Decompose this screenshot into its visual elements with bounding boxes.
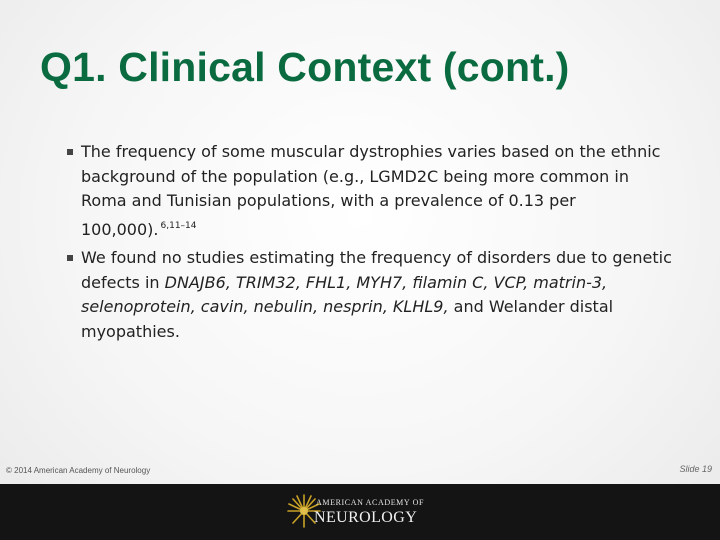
copyright-notice: © 2014 American Academy of Neurology bbox=[6, 466, 151, 475]
myopathy-gene-list: DNAJB6, TRIM32, FHL1, MYH7, filamin C, VCP, matrin-3, selenoprotein, cavin, nebulin, nesprin, KLHL9, bbox=[81, 272, 608, 316]
slide-title: Q1. Clinical Context (cont.) bbox=[40, 44, 570, 90]
logo-line-1: AMERICAN ACADEMY OF bbox=[316, 498, 425, 507]
bullet-item bbox=[64, 246, 674, 344]
bullet-text-part: and Welander distal myopathies. bbox=[81, 297, 614, 341]
slide-number: Slide 19 bbox=[679, 464, 712, 474]
bullet-list bbox=[64, 140, 674, 348]
square-bullet-icon bbox=[67, 149, 73, 155]
bullet-text-part: We found no studies estimating the frequency of disorders due to genetic defects in bbox=[81, 248, 672, 292]
bullet-text: The frequency of some muscular dystrophies varies based on the ethnic background of the population (e.g., LGMD2C being more common in Roma and Tunisian populations, with a prevalence of 0.13 per 100,000). bbox=[81, 142, 661, 239]
citation-superscript: 6,11–14 bbox=[160, 220, 197, 231]
bullet-item bbox=[64, 140, 674, 242]
square-bullet-icon bbox=[67, 255, 73, 261]
logo-line-2: NEUROLOGY bbox=[314, 509, 418, 526]
aan-logo bbox=[286, 494, 426, 530]
